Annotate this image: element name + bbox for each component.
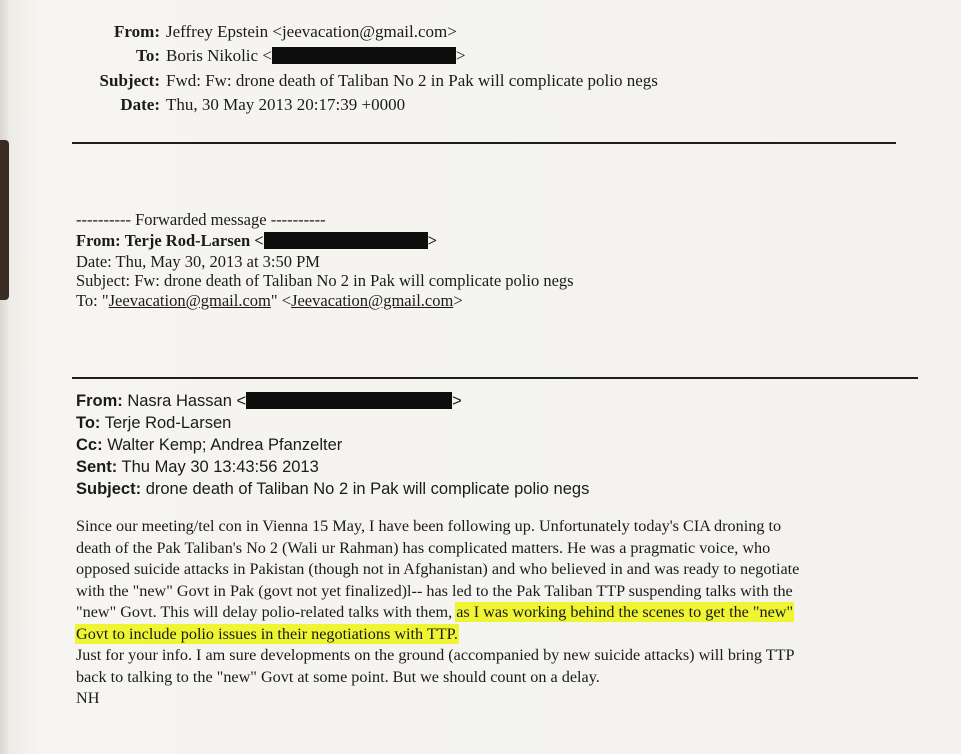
forwarded-to-mid: " <: [270, 291, 292, 310]
original-to-row: [76, 414, 231, 433]
signature: NH: [76, 689, 100, 707]
forwarded-from-value: Terje Rod-Larsen <: [124, 231, 264, 250]
header-subject-label: Subject:: [99, 71, 160, 90]
email-link[interactable]: Jeevacation@gmail.com: [291, 291, 454, 310]
header-date-label: Date:: [120, 95, 160, 114]
body-line: Just for your info. I am sure developments on the ground (accompanied by new suicide attacks) will bring TTP: [76, 646, 795, 664]
body-text-plain: "new" Govt. This will delay polio-related talks with them,: [76, 603, 457, 621]
body-line: opposed suicide attacks in Pakistan (though not in Afghanistan) and who believed in and was ready to negotiate: [76, 560, 800, 578]
header-to-end: >: [455, 46, 466, 65]
original-to-label: To:: [76, 414, 101, 432]
original-cc-value: Walter Kemp; Andrea Pfanzelter: [107, 436, 343, 454]
forwarded-to-end: >: [453, 291, 463, 310]
original-from-end: >: [452, 392, 462, 410]
original-from-value: Nasra Hassan <: [127, 392, 247, 410]
original-to-value: Terje Rod-Larsen: [104, 414, 232, 432]
body-line: death of the Pak Taliban's No 2 (Wali ur Rahman) has complicated matters. He was a pragmatic voice, who: [76, 538, 771, 557]
header-from-label: From:: [114, 22, 160, 41]
body-line: back to talking to the "new" Govt at some point. But we should count on a delay.: [76, 667, 600, 686]
binder-edge: [0, 140, 9, 300]
forwarded-from-end: >: [427, 231, 438, 250]
body-line: [76, 602, 936, 624]
original-sent-row: [76, 458, 319, 477]
header-to-value: Boris Nikolic <: [166, 46, 272, 65]
original-cc-row: [76, 436, 342, 455]
header-subject-value: Fwd: Fw: drone death of Taliban No 2 in Pak will complicate polio negs: [166, 71, 658, 90]
header-from-value: Jeffrey Epstein <jeevacation@gmail.com>: [166, 22, 457, 41]
forwarded-to-row: [76, 291, 463, 311]
header-divider: [72, 142, 896, 144]
original-from-row: [76, 392, 462, 411]
redaction-box: [264, 232, 428, 249]
body-line: Since our meeting/tel con in Vienna 15 May, I have been following up. Unfortunately today's CIA droning to: [76, 517, 782, 535]
original-from-label: From:: [76, 392, 123, 410]
forwarded-marker: ---------- Forwarded message ----------: [76, 210, 326, 229]
body-line: with the "new" Govt in Pak (govt not yet finalized)l-- has led to the Pak Taliban TTP suspending talks with the: [76, 581, 793, 600]
original-cc-label: Cc:: [76, 436, 103, 454]
original-sent-label: Sent:: [76, 458, 118, 476]
forwarded-to-prefix: To: ": [76, 291, 109, 310]
original-subject-label: Subject:: [76, 480, 142, 498]
highlighted-text: Govt to include polio issues in their negotiations with TTP.: [76, 624, 458, 643]
header-to-row: [166, 46, 466, 66]
highlighted-text: as I was working behind the scenes to get the "new": [456, 603, 794, 621]
body-line: [76, 624, 936, 646]
redaction-box: [246, 392, 452, 409]
forwarded-from-row: [76, 231, 437, 251]
forwarded-from-label: From:: [76, 231, 121, 250]
message-body: [76, 516, 936, 710]
forwarded-date: Date: Thu, May 30, 2013 at 3:50 PM: [76, 252, 320, 271]
forwarded-divider: [72, 377, 918, 379]
header-date-value: Thu, 30 May 2013 20:17:39 +0000: [166, 95, 406, 114]
email-link[interactable]: Jeevacation@gmail.com: [108, 291, 271, 310]
redaction-box: [272, 47, 456, 64]
forwarded-subject: Subject: Fw: drone death of Taliban No 2 in Pak will complicate polio negs: [76, 271, 574, 290]
original-subject-row: [76, 480, 589, 499]
original-subject-value: drone death of Taliban No 2 in Pak will complicate polio negs: [145, 480, 590, 498]
header-to-label: To:: [136, 46, 160, 65]
original-sent-value: Thu May 30 13:43:56 2013: [121, 458, 319, 476]
